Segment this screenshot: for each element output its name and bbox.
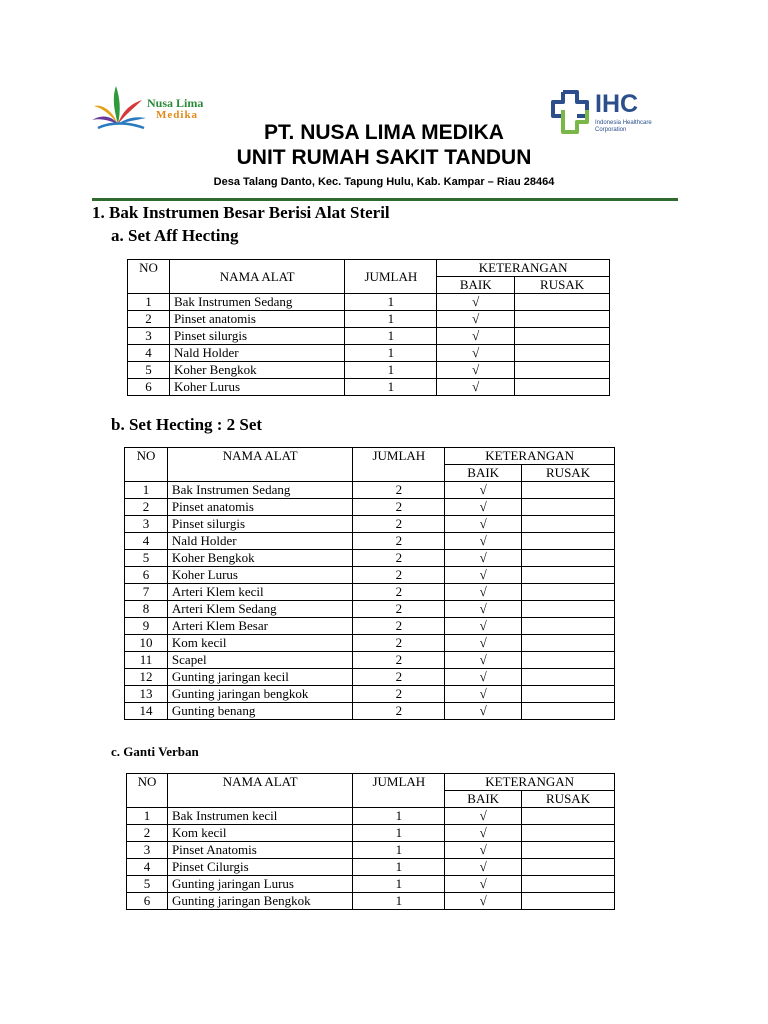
cell-baik: √ xyxy=(445,618,522,635)
cell-baik: √ xyxy=(445,533,522,550)
cell-nama-alat: Bak Instrumen Sedang xyxy=(169,294,345,311)
cell-jumlah: 2 xyxy=(353,618,445,635)
col-baik: BAIK xyxy=(445,791,522,808)
cell-no: 8 xyxy=(125,601,168,618)
cell-rusak xyxy=(522,893,615,910)
cell-rusak xyxy=(522,550,615,567)
cell-no: 3 xyxy=(128,328,170,345)
cell-no: 4 xyxy=(128,345,170,362)
cell-jumlah: 1 xyxy=(353,825,445,842)
cell-rusak xyxy=(522,533,615,550)
cell-rusak xyxy=(522,703,615,720)
col-baik: BAIK xyxy=(437,277,515,294)
col-jumlah: JUMLAH xyxy=(345,260,437,294)
col-jumlah: JUMLAH xyxy=(353,448,445,482)
cell-baik: √ xyxy=(445,859,522,876)
cell-nama-alat: Bak Instrumen kecil xyxy=(167,808,352,825)
table-row xyxy=(128,328,610,345)
table-row xyxy=(125,499,615,516)
cell-nama-alat: Koher Lurus xyxy=(169,379,345,396)
cell-nama-alat: Gunting benang xyxy=(167,703,352,720)
set-c-title: c. Ganti Verban xyxy=(111,744,199,759)
table-row xyxy=(128,294,610,311)
cell-jumlah: 1 xyxy=(345,379,437,396)
cell-jumlah: 2 xyxy=(353,550,445,567)
cell-no: 7 xyxy=(125,584,168,601)
cell-baik: √ xyxy=(437,311,515,328)
cell-rusak xyxy=(515,345,610,362)
cell-jumlah: 1 xyxy=(345,362,437,379)
cell-nama-alat: Gunting jaringan bengkok xyxy=(167,686,352,703)
table-row xyxy=(127,876,615,893)
cell-rusak xyxy=(522,482,615,499)
cell-nama-alat: Arteri Klem Besar xyxy=(167,618,352,635)
cell-jumlah: 1 xyxy=(353,876,445,893)
table-row xyxy=(125,533,615,550)
cell-baik: √ xyxy=(445,516,522,533)
col-baik: BAIK xyxy=(445,465,522,482)
cell-baik: √ xyxy=(445,567,522,584)
col-nama-alat: NAMA ALAT xyxy=(169,260,345,294)
cell-rusak xyxy=(515,294,610,311)
cell-rusak xyxy=(515,362,610,379)
cell-nama-alat: Nald Holder xyxy=(167,533,352,550)
cell-rusak xyxy=(522,652,615,669)
cell-baik: √ xyxy=(437,362,515,379)
col-rusak: RUSAK xyxy=(515,277,610,294)
table-row xyxy=(125,669,615,686)
cell-jumlah: 1 xyxy=(353,893,445,910)
table-row xyxy=(127,842,615,859)
cell-no: 10 xyxy=(125,635,168,652)
cell-jumlah: 2 xyxy=(353,584,445,601)
cell-no: 6 xyxy=(125,567,168,584)
cell-jumlah: 2 xyxy=(353,669,445,686)
table-row xyxy=(125,482,615,499)
cell-rusak xyxy=(522,584,615,601)
cell-jumlah: 2 xyxy=(353,516,445,533)
cell-jumlah: 2 xyxy=(353,567,445,584)
cell-nama-alat: Koher Bengkok xyxy=(169,362,345,379)
cell-no: 5 xyxy=(127,876,168,893)
cell-no: 2 xyxy=(128,311,170,328)
col-no: NO xyxy=(127,774,168,808)
cell-jumlah: 1 xyxy=(345,311,437,328)
table-row xyxy=(125,703,615,720)
set-c-table xyxy=(126,773,615,910)
table-row xyxy=(127,808,615,825)
company-address: Desa Talang Danto, Kec. Tapung Hulu, Kab. Kampar – Riau 28464 xyxy=(213,176,555,188)
logo-line1: Nusa Lima xyxy=(147,96,204,110)
cell-nama-alat: Koher Bengkok xyxy=(167,550,352,567)
cell-rusak xyxy=(515,328,610,345)
col-nama-alat: NAMA ALAT xyxy=(167,774,352,808)
col-jumlah: JUMLAH xyxy=(353,774,445,808)
cell-nama-alat: Arteri Klem Sedang xyxy=(167,601,352,618)
section-title: 1. Bak Instrumen Besar Berisi Alat Steril xyxy=(92,203,390,222)
table-row xyxy=(125,550,615,567)
cell-jumlah: 1 xyxy=(345,345,437,362)
logo-line2: Medika xyxy=(156,109,199,121)
set-a-table xyxy=(127,259,610,396)
cell-no: 1 xyxy=(127,808,168,825)
col-no: NO xyxy=(125,448,168,482)
cell-baik: √ xyxy=(445,686,522,703)
ihc-subtitle: Indonesia Healthcare Corporation xyxy=(595,120,652,133)
cell-no: 9 xyxy=(125,618,168,635)
cell-jumlah: 2 xyxy=(353,601,445,618)
letterhead xyxy=(0,0,768,205)
cell-baik: √ xyxy=(445,808,522,825)
cell-baik: √ xyxy=(445,482,522,499)
cell-jumlah: 2 xyxy=(353,482,445,499)
table-row xyxy=(125,567,615,584)
cell-no: 13 xyxy=(125,686,168,703)
cell-baik: √ xyxy=(445,825,522,842)
cell-rusak xyxy=(522,808,615,825)
cell-no: 4 xyxy=(127,859,168,876)
cell-rusak xyxy=(522,618,615,635)
cell-rusak xyxy=(515,311,610,328)
cell-rusak xyxy=(522,635,615,652)
cell-nama-alat: Pinset anatomis xyxy=(169,311,345,328)
cell-jumlah: 2 xyxy=(353,533,445,550)
cell-baik: √ xyxy=(445,703,522,720)
cell-baik: √ xyxy=(437,345,515,362)
cell-no: 1 xyxy=(125,482,168,499)
cell-nama-alat: Pinset anatomis xyxy=(167,499,352,516)
cell-jumlah: 2 xyxy=(353,703,445,720)
table-row xyxy=(128,345,610,362)
cell-no: 5 xyxy=(125,550,168,567)
ihc-wordmark: IHC xyxy=(595,90,639,118)
cell-no: 6 xyxy=(128,379,170,396)
cell-nama-alat: Gunting jaringan Bengkok xyxy=(167,893,352,910)
cell-nama-alat: Arteri Klem kecil xyxy=(167,584,352,601)
cell-nama-alat: Pinset Cilurgis xyxy=(167,859,352,876)
cell-baik: √ xyxy=(437,328,515,345)
cell-baik: √ xyxy=(437,379,515,396)
cell-no: 2 xyxy=(127,825,168,842)
cell-jumlah: 2 xyxy=(353,499,445,516)
cell-no: 6 xyxy=(127,893,168,910)
unit-name: UNIT RUMAH SAKIT TANDUN xyxy=(236,146,532,169)
table-row xyxy=(125,635,615,652)
company-name: PT. NUSA LIMA MEDIKA xyxy=(264,121,504,144)
cell-baik: √ xyxy=(445,842,522,859)
set-a-title: a. Set Aff Hecting xyxy=(111,226,239,245)
table-row xyxy=(125,601,615,618)
cell-baik: √ xyxy=(445,635,522,652)
cell-baik: √ xyxy=(445,499,522,516)
cell-jumlah: 1 xyxy=(353,842,445,859)
table-row xyxy=(125,652,615,669)
cell-baik: √ xyxy=(437,294,515,311)
cell-nama-alat: Pinset Anatomis xyxy=(167,842,352,859)
cell-nama-alat: Scapel xyxy=(167,652,352,669)
cell-rusak xyxy=(522,876,615,893)
col-keterangan: KETERANGAN xyxy=(445,448,615,465)
table-row xyxy=(128,311,610,328)
cell-rusak xyxy=(522,859,615,876)
cell-no: 2 xyxy=(125,499,168,516)
cell-baik: √ xyxy=(445,601,522,618)
table-row xyxy=(128,379,610,396)
col-keterangan: KETERANGAN xyxy=(437,260,610,277)
cell-no: 11 xyxy=(125,652,168,669)
col-no: NO xyxy=(128,260,170,294)
table-row xyxy=(125,584,615,601)
table-row xyxy=(125,516,615,533)
cell-baik: √ xyxy=(445,550,522,567)
cell-no: 5 xyxy=(128,362,170,379)
table-row xyxy=(125,686,615,703)
col-keterangan: KETERANGAN xyxy=(445,774,615,791)
cell-rusak xyxy=(522,601,615,618)
cell-nama-alat: Bak Instrumen Sedang xyxy=(167,482,352,499)
cell-no: 3 xyxy=(127,842,168,859)
cell-nama-alat: Nald Holder xyxy=(169,345,345,362)
cell-nama-alat: Koher Lurus xyxy=(167,567,352,584)
cell-baik: √ xyxy=(445,652,522,669)
cell-nama-alat: Kom kecil xyxy=(167,825,352,842)
table-row xyxy=(127,859,615,876)
cell-rusak xyxy=(522,686,615,703)
table-row xyxy=(127,825,615,842)
cell-rusak xyxy=(522,842,615,859)
cell-jumlah: 1 xyxy=(345,294,437,311)
cell-rusak xyxy=(522,567,615,584)
cell-rusak xyxy=(522,516,615,533)
set-b-title: b. Set Hecting : 2 Set xyxy=(111,415,263,434)
cell-rusak xyxy=(522,825,615,842)
cell-jumlah: 2 xyxy=(353,686,445,703)
cell-rusak xyxy=(522,499,615,516)
cell-jumlah: 1 xyxy=(353,808,445,825)
table-row xyxy=(128,362,610,379)
col-rusak: RUSAK xyxy=(522,465,615,482)
cell-jumlah: 1 xyxy=(353,859,445,876)
cell-rusak xyxy=(522,669,615,686)
cell-jumlah: 2 xyxy=(353,652,445,669)
table-row xyxy=(127,893,615,910)
cell-no: 12 xyxy=(125,669,168,686)
cell-no: 3 xyxy=(125,516,168,533)
cell-baik: √ xyxy=(445,893,522,910)
cell-baik: √ xyxy=(445,584,522,601)
cell-rusak xyxy=(515,379,610,396)
cell-baik: √ xyxy=(445,876,522,893)
col-rusak: RUSAK xyxy=(522,791,615,808)
cell-nama-alat: Gunting jaringan Lurus xyxy=(167,876,352,893)
cell-jumlah: 2 xyxy=(353,635,445,652)
cell-nama-alat: Pinset silurgis xyxy=(169,328,345,345)
cell-no: 1 xyxy=(128,294,170,311)
col-nama-alat: NAMA ALAT xyxy=(167,448,352,482)
header-divider xyxy=(92,198,678,201)
cell-no: 4 xyxy=(125,533,168,550)
table-row xyxy=(125,618,615,635)
cell-jumlah: 1 xyxy=(345,328,437,345)
cell-nama-alat: Pinset silurgis xyxy=(167,516,352,533)
cell-nama-alat: Kom kecil xyxy=(167,635,352,652)
cell-nama-alat: Gunting jaringan kecil xyxy=(167,669,352,686)
set-b-table xyxy=(124,447,615,720)
cell-no: 14 xyxy=(125,703,168,720)
cell-baik: √ xyxy=(445,669,522,686)
